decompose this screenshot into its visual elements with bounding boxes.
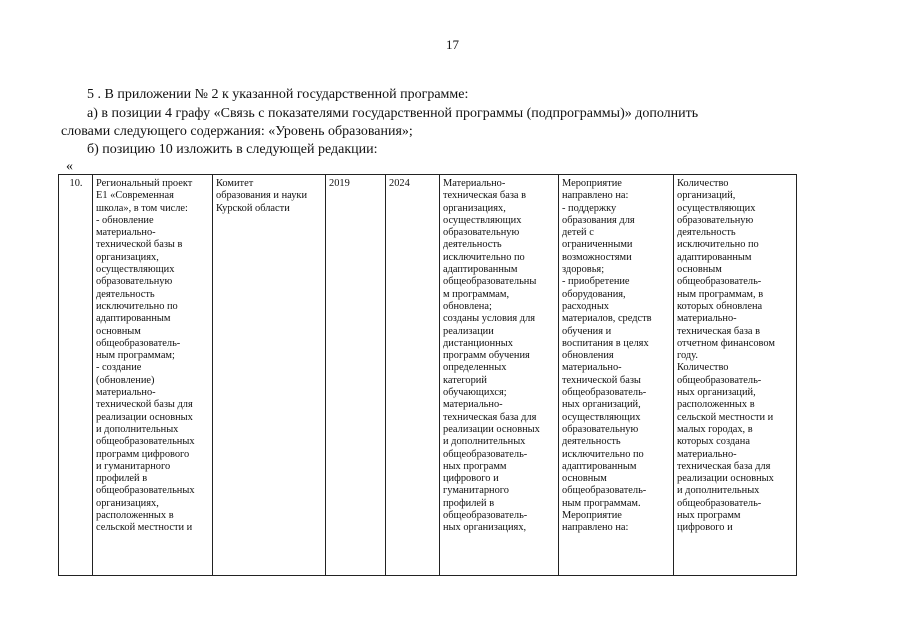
cell-start-year: 2019 <box>326 175 386 576</box>
paragraph-item-a-line2: словами следующего содержания: «Уровень образования»; <box>61 124 413 139</box>
cell-project-name: Региональный проект Е1 «Современная школа», в том числе: - обновление материально- технической базы в организациях, осуществляющих образовательную деятельность исключительно по адаптированным основным общеобразователь- ным программам; - создание (обновление) материально- технической базы для реализации основных и дополнительных общеобразовательных программ цифрового и гуманитарного профилей в общеобразовательных организациях, расположенных в сельской местности и <box>93 175 213 576</box>
paragraph-appendix-2: 5 . В приложении № 2 к указанной государственной программе: <box>87 87 469 102</box>
paragraph-item-b: б) позицию 10 изложить в следующей редакции: <box>87 142 378 157</box>
table-row <box>59 175 797 576</box>
paragraph-item-a-line1: а) в позиции 4 графу «Связь с показателями государственной программы (подпрограммы)» дополнить <box>87 106 699 121</box>
cell-expected-result: Материально- техническая база в организациях, осуществляющих образовательную деятельность исключительно по адаптированным общеобразовательны м программам, обновлена; созданы условия для реализации дистанционных программ обучения определенных категорий обучающихся; материально- техническая база для реализации основных и дополнительных общеобразователь- ных программ цифрового и гуманитарного профилей в общеобразователь- ных организациях, <box>440 175 559 576</box>
cell-activities: Мероприятие направлено на: - поддержку образования для детей с ограниченными возможностями здоровья; - приобретение оборудования, расходных материалов, средств обучения и воспитания в целях обновления материально- технической базы общеобразователь- ных организаций, осуществляющих образовательную деятельность исключительно по адаптированным основным общеобразователь- ным программам. Мероприятие направлено на: <box>559 175 674 576</box>
opening-quote-mark: « <box>66 159 73 174</box>
cell-position-number: 10. <box>59 175 93 576</box>
page-number: 17 <box>446 37 459 52</box>
cell-indicators: Количество организаций, осуществляющих образовательную деятельность исключительно по адаптированным основным общеобразователь- ным программам, в которых обновлена материально- техническая база в отчетном финансовом году. Количество общеобразователь- ных организаций, расположенных в сельской местности и малых городах, в которых создана материально- техническая база для реализации основных и дополнительных общеобразователь- ных программ цифрового и <box>674 175 797 576</box>
program-table <box>58 174 797 576</box>
cell-end-year: 2024 <box>386 175 440 576</box>
cell-executor: Комитет образования и науки Курской области <box>213 175 326 576</box>
